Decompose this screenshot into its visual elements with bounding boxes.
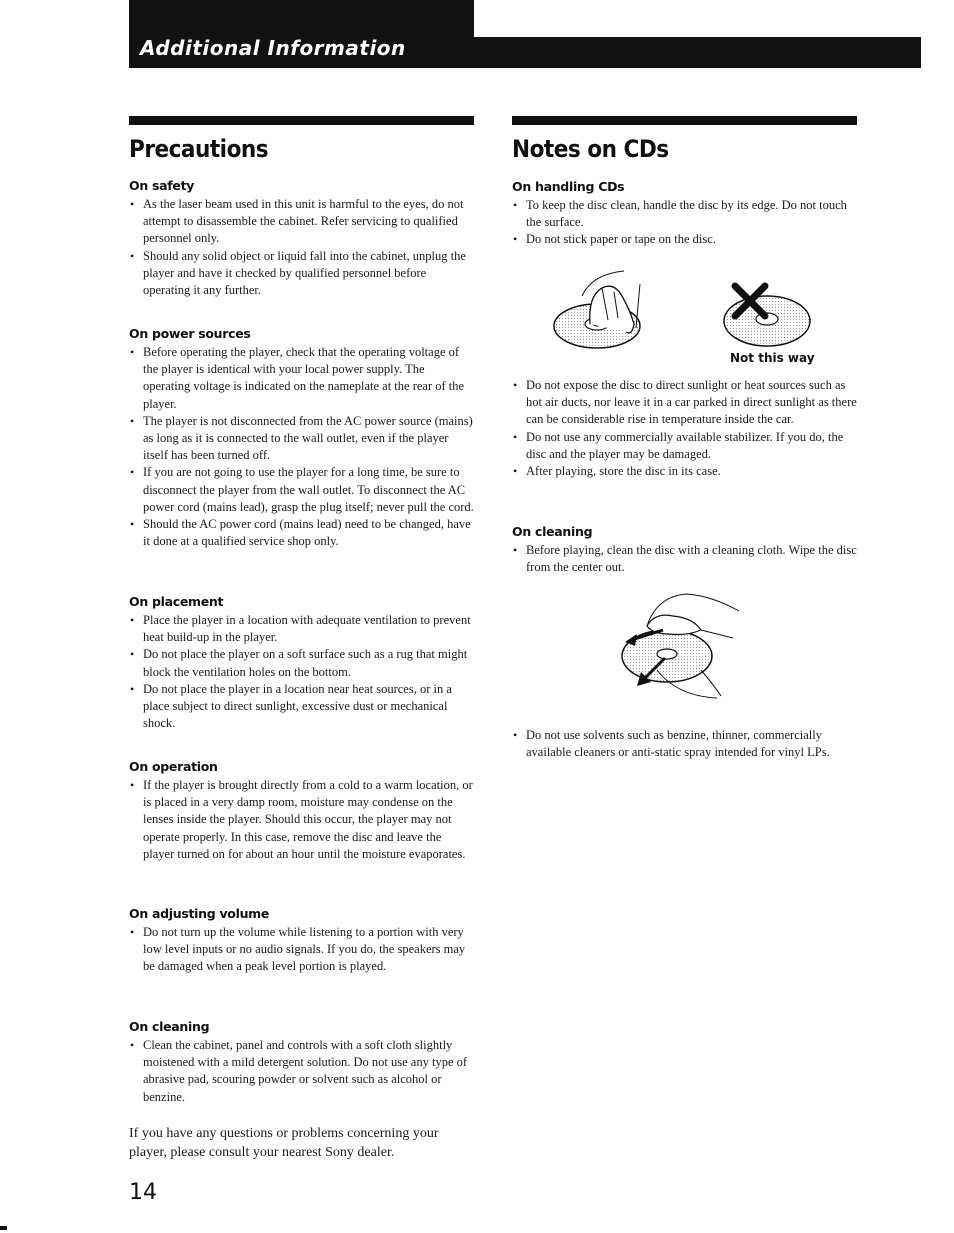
section-handling-more [512,377,857,480]
section-heading: On adjusting volume [129,906,270,921]
list-item: • Before operating the player, check that the operating voltage of the player is identical with your local power supply. The operating voltage is indicated on the nameplate at the rear of the player. [129,344,474,413]
not-this-way-caption: Not this way [730,351,815,365]
list-item: • If you are not going to use the player for a long time, be sure to disconnect the player from the wall outlet. To disconnect the AC power cord (mains lead), grasp the plug itself; never pull the cord. [129,464,474,516]
corner-mark [0,1226,7,1230]
list-item: • To keep the disc clean, handle the disc by its edge. Do not touch the surface. [512,197,857,231]
section-cd-on-cleaning [512,524,857,576]
section-heading: On cleaning [512,524,593,539]
notes-on-cds-column [512,116,857,760]
notes-on-cds-title: Notes on CDs [512,135,669,163]
list-item: • Do not stick paper or tape on the disc. [512,231,857,248]
list-item: • Place the player in a location with adequate ventilation to prevent heat build-up in the player. [129,612,474,646]
list-item: • The player is not disconnected from the AC power source (mains) as long as it is connected to the wall outlet, even if the player itself has been turned off. [129,413,474,465]
list-item: • Before playing, clean the disc with a cleaning cloth. Wipe the disc from the center out. [512,542,857,576]
list-item: • Do not expose the disc to direct sunlight or heat sources such as hot air ducts, nor leave it in a car parked in direct sunlight as there can be considerable rise in temperature inside the car. [512,377,857,429]
page-number: 14 [129,1180,157,1205]
section-heading: On safety [129,178,195,193]
precautions-column [129,116,474,1160]
disc-touched-surface-illustration [717,276,817,351]
section-on-power-sources [129,326,474,550]
list-item: • Do not use solvents such as benzine, thinner, commercially available cleaners or anti-static spray intended for vinyl LPs. [512,727,857,761]
section-on-cleaning [129,1019,474,1106]
list-item: • Do not use any commercially available stabilizer. If you do, the disc and the player may be damaged. [512,429,857,463]
disc-cleaning-illustration [617,586,747,706]
list-item: • Should any solid object or liquid fall into the cabinet, unplug the player and have it checked by qualified personnel before operating it any further. [129,248,474,300]
section-heading: On operation [129,759,218,774]
section-cleaning-more [512,727,857,761]
section-on-operation [129,759,474,863]
precautions-title: Precautions [129,135,269,163]
section-heading: On power sources [129,326,251,341]
section-on-handling-cds [512,179,857,249]
list-item: • If the player is brought directly from a cold to a warm location, or is placed in a very damp room, moisture may condense on the lenses inside the player. Should this occur, the player may not operate properly. In this case, remove the disc and leave the player turned on for about an hour until the moisture evaporates. [129,777,474,863]
list-item: • Do not place the player in a location near heat sources, or in a place subject to direct sunlight, excessive dust or mechanical shock. [129,681,474,733]
title-rule [129,116,474,125]
list-item: • As the laser beam used in this unit is harmful to the eyes, do not attempt to disassemble the cabinet. Refer servicing to qualified personnel only. [129,196,474,248]
section-on-safety [129,178,474,299]
section-heading: On cleaning [129,1019,210,1034]
section-heading: On placement [129,594,224,609]
list-item: • Do not turn up the volume while listening to a portion with very low level inputs or no audio signals. If you do, the speakers may be damaged when a peak level portion is played. [129,924,474,976]
header-title: Additional Information [140,36,406,60]
dealer-note: If you have any questions or problems concerning your player, please consult your nearest Sony dealer. [129,1126,439,1160]
header-rule [474,37,921,68]
list-item: • Do not place the player on a soft surface such as a rug that might block the ventilation holes on the bottom. [129,646,474,680]
section-heading: On handling CDs [512,179,625,194]
list-item: • Clean the cabinet, panel and controls with a soft cloth slightly moistened with a mild detergent solution. Do not use any type of abrasive pad, scouring powder or solvent such as alcohol or benzine. [129,1037,474,1106]
list-item: • Should the AC power cord (mains lead) need to be changed, have it done at a qualified service shop only. [129,516,474,550]
section-on-placement [129,594,474,732]
title-rule [512,116,857,125]
section-on-adjusting-volume [129,906,474,976]
list-item: • After playing, store the disc in its case. [512,463,857,480]
disc-held-by-edge-illustration [552,266,662,356]
